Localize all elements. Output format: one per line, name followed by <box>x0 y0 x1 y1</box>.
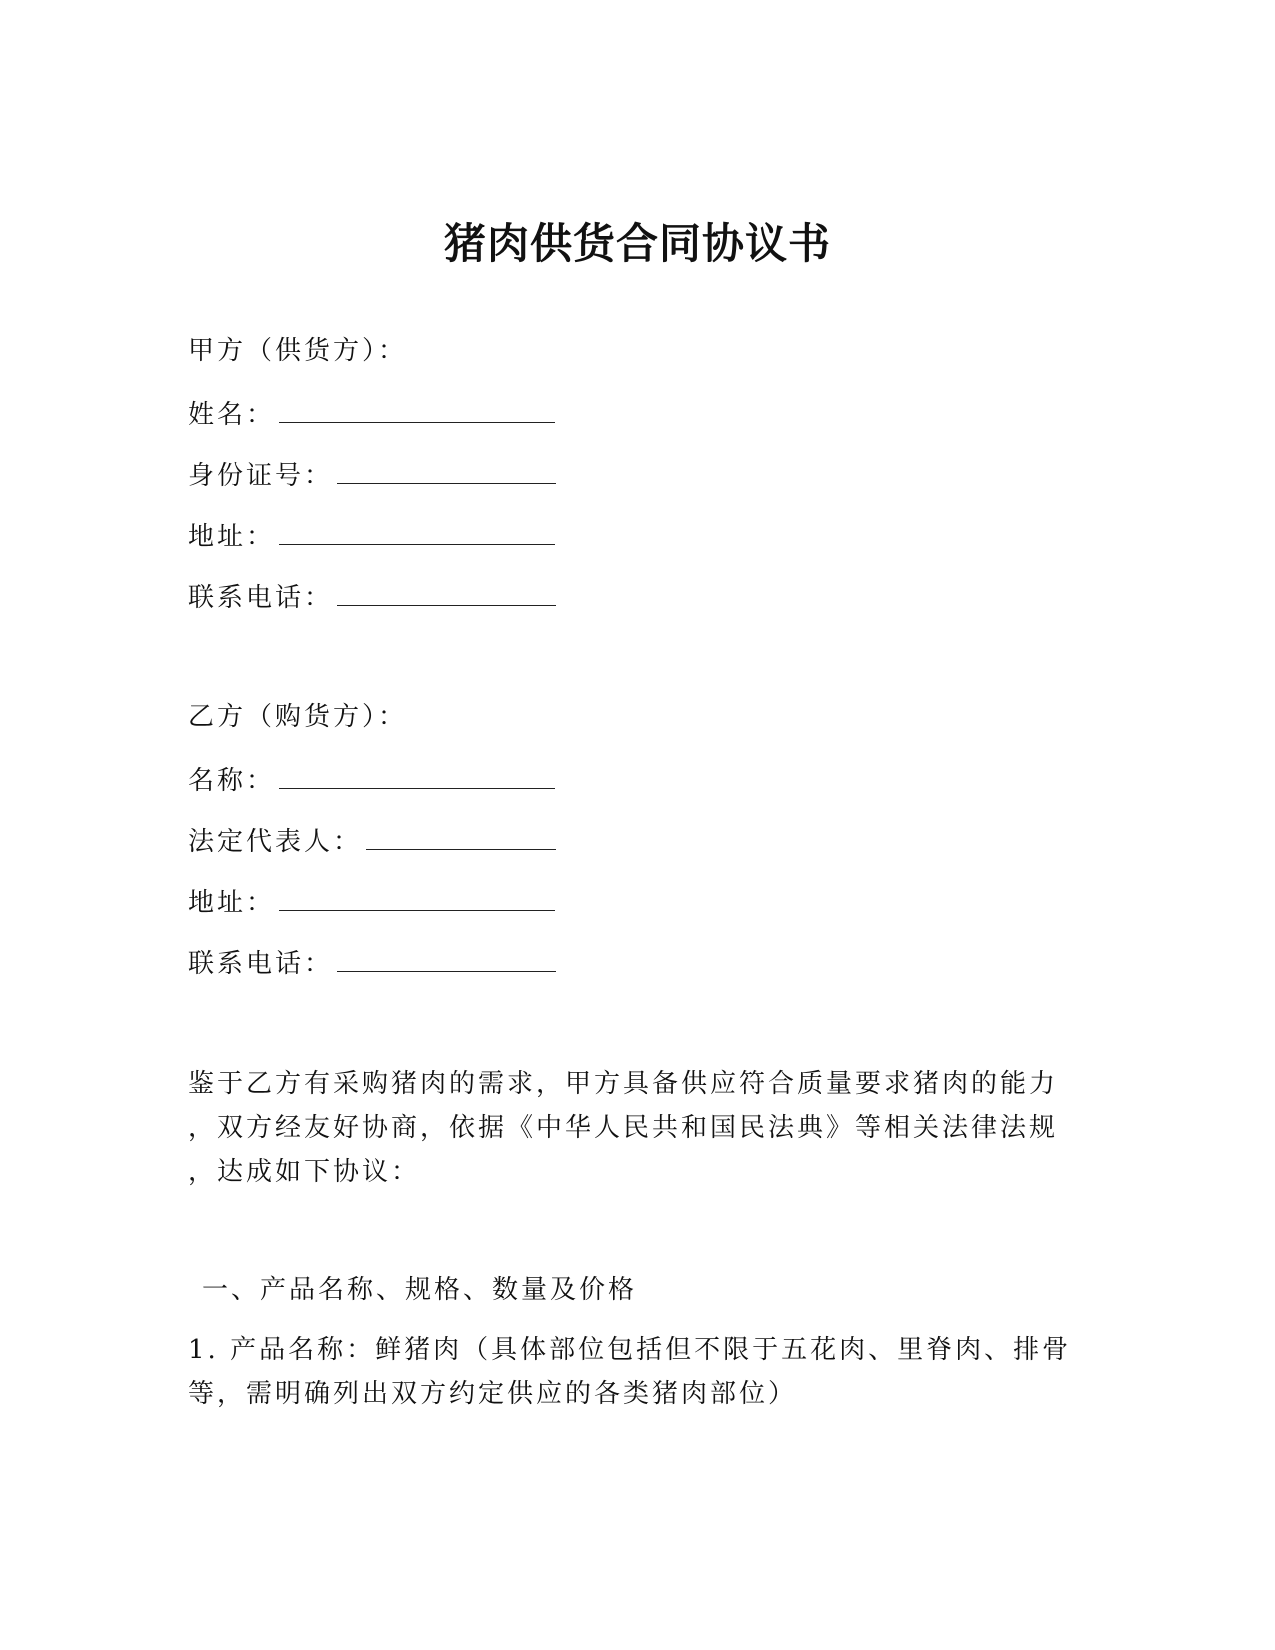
party-a-name-field[interactable] <box>279 394 555 423</box>
party-b-address-label: 地址： <box>188 888 276 918</box>
party-b-phone-field[interactable] <box>337 943 556 972</box>
party-a-id-field[interactable] <box>337 455 556 484</box>
party-a-phone-label: 联系电话： <box>188 583 334 613</box>
party-a-id-label: 身份证号： <box>188 461 334 491</box>
party-b-address-row <box>188 882 555 921</box>
party-b-phone-row <box>188 943 556 982</box>
party-b-name-field[interactable] <box>279 760 555 789</box>
party-b-rep-row <box>188 821 556 860</box>
party-a-address-row <box>188 516 555 555</box>
party-a-name-row <box>188 394 555 433</box>
preamble-paragraph <box>188 1062 1088 1194</box>
party-b-address-field[interactable] <box>279 882 555 911</box>
section-heading: 一、产品名称、规格、数量及价格 <box>202 1275 638 1305</box>
preamble-line: ，达成如下协议： <box>188 1157 421 1187</box>
party-a-heading: 甲方（供货方）： <box>188 336 408 366</box>
item-line: 1. 产品名称：鲜猪肉（具体部位包括但不限于五花肉、里脊肉、排骨 <box>188 1335 1072 1365</box>
document-title: 猪肉供货合同协议书 <box>443 219 831 268</box>
party-a-name-label: 姓名： <box>188 400 276 430</box>
party-b-heading: 乙方（购货方）： <box>188 702 408 732</box>
party-b-rep-field[interactable] <box>366 821 556 850</box>
party-b-rep-label: 法定代表人： <box>188 827 363 857</box>
item-line: 等，需明确列出双方约定供应的各类猪肉部位） <box>188 1379 798 1409</box>
party-b-name-label: 名称： <box>188 766 276 796</box>
party-a-address-field[interactable] <box>279 516 555 545</box>
party-b-phone-label: 联系电话： <box>188 949 334 979</box>
party-a-phone-field[interactable] <box>337 577 556 606</box>
section-1-item-1 <box>188 1328 1088 1416</box>
preamble-line: ，双方经友好协商，依据《中华人民共和国民法典》等相关法律法规 <box>188 1113 1059 1143</box>
party-a-phone-row <box>188 577 556 616</box>
preamble-line: 鉴于乙方有采购猪肉的需求，甲方具备供应符合质量要求猪肉的能力 <box>188 1069 1059 1099</box>
party-a-address-label: 地址： <box>188 522 276 552</box>
party-a-id-row <box>188 455 556 494</box>
party-b-name-row <box>188 760 555 799</box>
